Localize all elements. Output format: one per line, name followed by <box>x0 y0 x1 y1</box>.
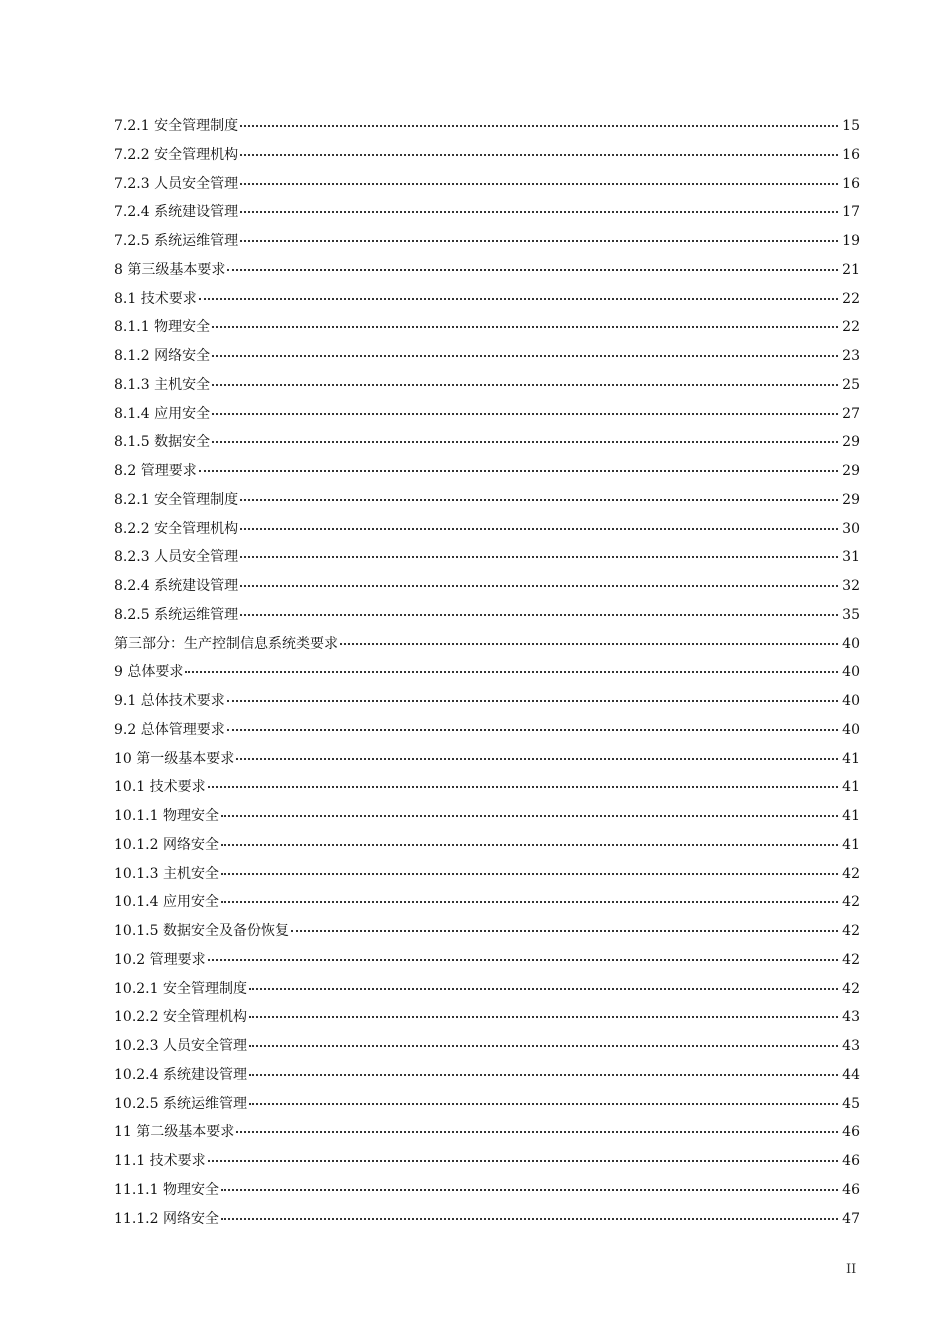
toc-entry[interactable] <box>114 198 860 227</box>
toc-entry-title: 8.2.5 系统运维管理 <box>114 606 239 623</box>
dot-leader <box>240 183 838 185</box>
toc-entry-page: 16 <box>842 175 860 192</box>
toc-entry-title: 8.2.2 安全管理机构 <box>114 520 239 537</box>
toc-entry-title: 10.2.1 安全管理制度 <box>114 980 247 997</box>
toc-entry-title: 8.1.5 数据安全 <box>114 434 211 451</box>
toc-entry[interactable] <box>114 112 860 141</box>
toc-entry[interactable] <box>114 975 860 1004</box>
toc-entry-page: 42 <box>842 865 860 882</box>
dot-leader <box>240 614 838 616</box>
toc-entry-title: 10.1.4 应用安全 <box>114 894 219 911</box>
dot-leader <box>227 700 838 702</box>
toc-entry-page: 19 <box>842 233 860 249</box>
toc-entry[interactable] <box>114 745 860 774</box>
dot-leader <box>340 643 838 645</box>
toc-entry-page: 40 <box>842 664 860 681</box>
toc-entry-page: 30 <box>842 520 860 537</box>
toc-entry-title: 10.1 技术要求 <box>114 779 206 796</box>
table-of-contents <box>114 112 860 1233</box>
toc-entry[interactable] <box>114 1090 860 1119</box>
toc-entry-page: 27 <box>842 405 860 422</box>
toc-entry[interactable] <box>114 256 860 285</box>
toc-entry-title: 8.1 技术要求 <box>114 290 197 307</box>
dot-leader <box>212 413 838 415</box>
toc-entry-title: 11.1.1 物理安全 <box>114 1181 219 1198</box>
toc-entry-page: 32 <box>842 578 860 594</box>
dot-leader <box>236 758 838 760</box>
dot-leader <box>249 1103 838 1105</box>
dot-leader <box>240 528 838 530</box>
dot-leader <box>240 154 838 156</box>
toc-entry[interactable] <box>114 170 860 199</box>
dot-leader <box>199 470 838 472</box>
dot-leader <box>208 959 838 961</box>
toc-entry-page: 41 <box>842 808 860 824</box>
dot-leader <box>227 729 838 731</box>
toc-entry-title: 10.1.2 网络安全 <box>114 836 219 853</box>
toc-entry-page: 31 <box>842 549 860 566</box>
dot-leader <box>240 499 838 501</box>
toc-entry[interactable] <box>114 1176 860 1205</box>
toc-entry[interactable] <box>114 1147 860 1176</box>
dot-leader <box>221 873 838 875</box>
toc-entry[interactable] <box>114 658 860 687</box>
toc-entry[interactable] <box>114 342 860 371</box>
toc-entry[interactable] <box>114 141 860 170</box>
dot-leader <box>221 844 838 846</box>
toc-entry[interactable] <box>114 946 860 975</box>
toc-entry-title: 10.2.3 人员安全管理 <box>114 1038 247 1054</box>
toc-entry-title: 7.2.5 系统运维管理 <box>114 233 239 249</box>
toc-entry-title: 8.1.3 主机安全 <box>114 376 211 393</box>
dot-leader <box>221 901 838 903</box>
toc-entry[interactable] <box>114 716 860 745</box>
toc-entry-page: 16 <box>842 146 860 163</box>
toc-entry[interactable] <box>114 572 860 601</box>
dot-leader <box>212 441 838 443</box>
dot-leader <box>240 556 838 558</box>
toc-entry-title: 8.1.4 应用安全 <box>114 405 211 422</box>
toc-entry-page: 42 <box>842 894 860 911</box>
toc-entry[interactable] <box>114 371 860 400</box>
toc-entry[interactable] <box>114 773 860 802</box>
toc-entry-title: 10.1.5 数据安全及备份恢复 <box>114 923 289 939</box>
toc-entry-title: 10.2.5 系统运维管理 <box>114 1095 247 1112</box>
toc-entry-page: 45 <box>842 1095 860 1112</box>
toc-entry-page: 46 <box>842 1181 860 1198</box>
toc-entry[interactable] <box>114 601 860 630</box>
toc-entry[interactable] <box>114 1003 860 1032</box>
dot-leader <box>249 1074 838 1076</box>
toc-entry-title: 9 总体要求 <box>114 664 184 681</box>
toc-entry-page: 21 <box>842 261 860 278</box>
toc-entry[interactable] <box>114 486 860 515</box>
toc-entry-title: 第三部分：生产控制信息系统类要求 <box>114 635 338 652</box>
dot-leader <box>199 298 838 300</box>
dot-leader <box>240 240 838 242</box>
dot-leader <box>208 1160 838 1162</box>
toc-entry-page: 42 <box>842 951 860 968</box>
toc-entry-title: 8.2.1 安全管理制度 <box>114 491 239 508</box>
toc-entry-title: 8.2.4 系统建设管理 <box>114 578 239 594</box>
toc-entry-page: 29 <box>842 491 860 508</box>
toc-entry-title: 9.2 总体管理要求 <box>114 721 225 738</box>
toc-entry-title: 8.1.1 物理安全 <box>114 319 211 336</box>
toc-entry-title: 9.1 总体技术要求 <box>114 693 225 709</box>
toc-entry-page: 29 <box>842 434 860 451</box>
toc-entry-title: 8 第三级基本要求 <box>114 261 226 278</box>
toc-entry-page: 23 <box>842 348 860 364</box>
toc-entry-title: 10.2.4 系统建设管理 <box>114 1066 247 1083</box>
toc-entry-title: 11.1.2 网络安全 <box>114 1210 219 1227</box>
toc-entry[interactable] <box>114 428 860 457</box>
toc-entry[interactable] <box>114 227 860 256</box>
toc-entry-page: 46 <box>842 1153 860 1169</box>
toc-entry-title: 8.2 管理要求 <box>114 463 197 479</box>
toc-entry-page: 43 <box>842 1038 860 1054</box>
toc-entry-page: 29 <box>842 463 860 479</box>
toc-entry-title: 7.2.3 人员安全管理 <box>114 175 239 192</box>
toc-entry-title: 10.1.1 物理安全 <box>114 808 219 824</box>
toc-entry-title: 10 第一级基本要求 <box>114 750 235 767</box>
toc-entry-page: 42 <box>842 923 860 939</box>
dot-leader <box>212 384 838 386</box>
dot-leader <box>212 355 838 357</box>
toc-entry-title: 10.2 管理要求 <box>114 951 206 968</box>
dot-leader <box>221 1189 838 1191</box>
toc-entry[interactable] <box>114 831 860 860</box>
dot-leader <box>249 1016 838 1018</box>
toc-entry[interactable] <box>114 313 860 342</box>
toc-entry-page: 40 <box>842 693 860 709</box>
toc-entry[interactable] <box>114 630 860 659</box>
toc-entry-page: 40 <box>842 635 860 652</box>
toc-entry-page: 42 <box>842 980 860 997</box>
dot-leader <box>185 671 838 673</box>
toc-entry-page: 47 <box>842 1210 860 1227</box>
toc-entry[interactable] <box>114 515 860 544</box>
dot-leader <box>249 988 838 990</box>
toc-entry-title: 7.2.4 系统建设管理 <box>114 204 239 221</box>
dot-leader <box>291 930 838 932</box>
dot-leader <box>240 585 838 587</box>
toc-entry[interactable] <box>114 860 860 889</box>
dot-leader <box>208 786 838 788</box>
dot-leader <box>221 1218 838 1220</box>
dot-leader <box>240 125 838 127</box>
toc-entry-page: 46 <box>842 1124 860 1141</box>
toc-entry[interactable] <box>114 285 860 314</box>
dot-leader <box>236 1131 838 1133</box>
dot-leader <box>221 815 838 817</box>
toc-entry-title: 8.1.2 网络安全 <box>114 348 211 364</box>
dot-leader <box>240 211 838 213</box>
toc-entry-page: 25 <box>842 376 860 393</box>
toc-entry-title: 10.1.3 主机安全 <box>114 865 219 882</box>
toc-entry-page: 41 <box>842 836 860 853</box>
toc-entry[interactable] <box>114 543 860 572</box>
toc-entry-title: 11 第二级基本要求 <box>114 1124 235 1141</box>
dot-leader <box>227 269 838 271</box>
toc-entry[interactable] <box>114 457 860 486</box>
dot-leader <box>249 1045 838 1047</box>
toc-entry-title: 7.2.2 安全管理机构 <box>114 146 239 163</box>
toc-entry-page: 15 <box>842 118 860 134</box>
toc-entry[interactable] <box>114 802 860 831</box>
toc-entry-page: 44 <box>842 1066 860 1083</box>
toc-entry-page: 43 <box>842 1009 860 1026</box>
toc-entry[interactable] <box>114 917 860 946</box>
toc-entry-page: 40 <box>842 721 860 738</box>
toc-entry[interactable] <box>114 1032 860 1061</box>
toc-entry-title: 11.1 技术要求 <box>114 1153 206 1169</box>
toc-entry-page: 41 <box>842 750 860 767</box>
toc-entry-page: 22 <box>842 319 860 336</box>
toc-entry[interactable] <box>114 687 860 716</box>
toc-entry-page: 17 <box>842 204 860 221</box>
toc-entry-page: 22 <box>842 290 860 307</box>
toc-entry-page: 41 <box>842 779 860 796</box>
toc-entry[interactable] <box>114 1061 860 1090</box>
toc-entry[interactable] <box>114 888 860 917</box>
toc-entry-page: 35 <box>842 606 860 623</box>
toc-entry-title: 10.2.2 安全管理机构 <box>114 1009 247 1026</box>
page-number: II <box>846 1262 857 1277</box>
toc-entry[interactable] <box>114 1118 860 1147</box>
toc-entry[interactable] <box>114 400 860 429</box>
dot-leader <box>212 326 838 328</box>
toc-entry-title: 7.2.1 安全管理制度 <box>114 118 239 134</box>
toc-entry[interactable] <box>114 1205 860 1234</box>
toc-entry-title: 8.2.3 人员安全管理 <box>114 549 239 566</box>
